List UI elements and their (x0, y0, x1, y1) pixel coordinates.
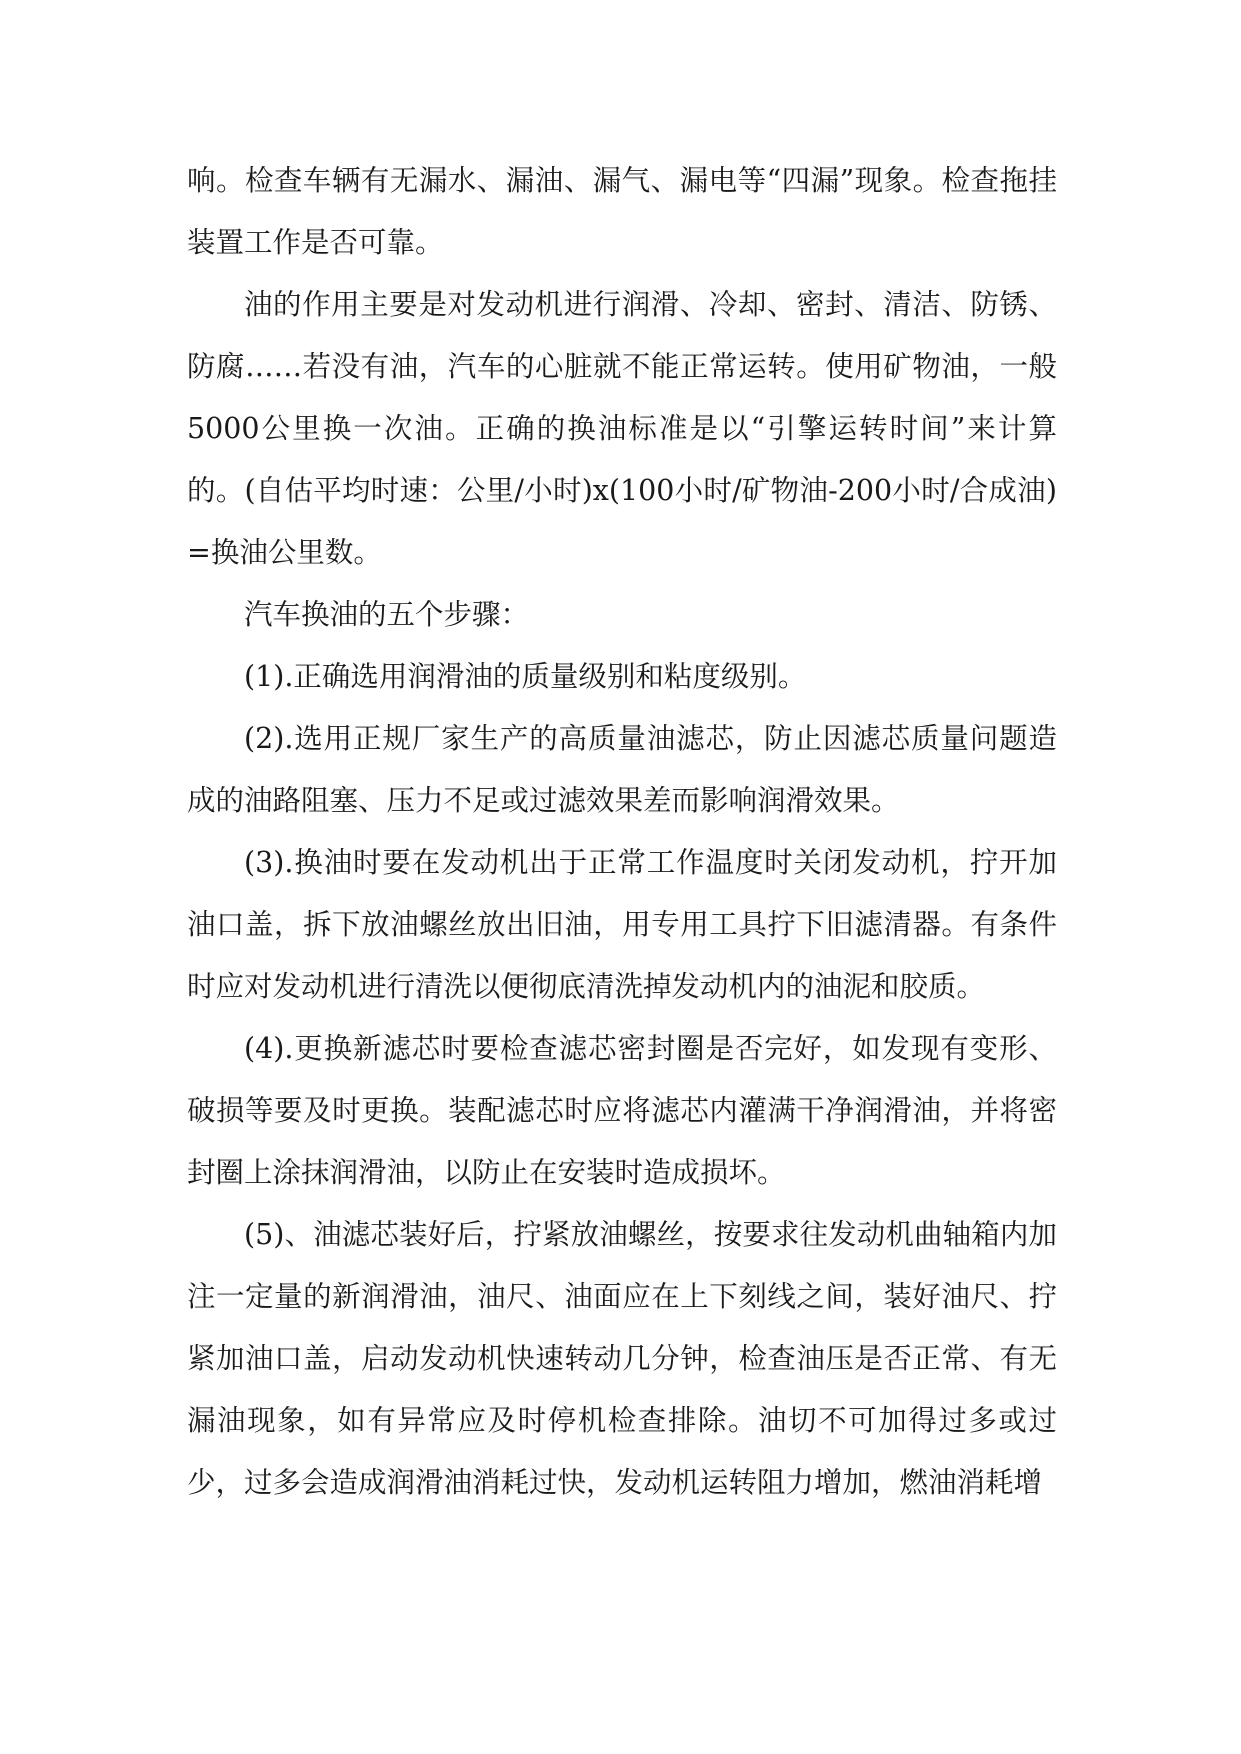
paragraph-step-3: (3).换油时要在发动机出于正常工作温度时关闭发动机，拧开加油口盖，拆下放油螺丝放出旧油，用专用工具拧下旧滤清器。有条件时应对发动机进行清洗以便彻底清洗掉发动机内的油泥和胶质。 (187, 846, 1057, 1003)
paragraph-step-4: (4).更换新滤芯时要检查滤芯密封圈是否完好，如发现有变形、破损等要及时更换。装配滤芯时应将滤芯内灌满干净润滑油，并将密封圈上涂抹润滑油，以防止在安装时造成损坏。 (187, 1032, 1057, 1189)
paragraph-continuation: 响。检查车辆有无漏水、漏油、漏气、漏电等“四漏”现象。检查拖挂装置工作是否可靠。 (187, 164, 1057, 259)
paragraph-step-5: (5)、油滤芯装好后，拧紧放油螺丝，按要求往发动机曲轴箱内加注一定量的新润滑油，油尺、油面应在上下刻线之间，装好油尺、拧紧加油口盖，启动发动机快速转动几分钟，检查油压是否正常、有无漏油现象，如有异常应及时停机检查排除。油切不可加得过多或过少，过多会造成润滑油消耗过快，发动机运转阻力增加，燃油消耗增 (187, 1218, 1057, 1499)
document-page (187, 150, 1057, 1514)
paragraph-step-1: (1).正确选用润滑油的质量级别和粘度级别。 (244, 660, 807, 693)
paragraph-step-2: (2).选用正规厂家生产的高质量油滤芯，防止因滤芯质量问题造成的油路阻塞、压力不足或过滤效果差而影响润滑效果。 (187, 722, 1057, 817)
paragraph-steps-heading: 汽车换油的五个步骤： (244, 598, 530, 631)
paragraph-oil-function: 油的作用主要是对发动机进行润滑、冷却、密封、清洁、防锈、防腐……若没有油，汽车的心脏就不能正常运转。使用矿物油，一般5000公里换一次油。正确的换油标准是以“引擎运转时间”来计算的。(自估平均时速：公里/小时)x(100小时/矿物油-200小时/合成油)=换油公里数。 (187, 288, 1057, 569)
